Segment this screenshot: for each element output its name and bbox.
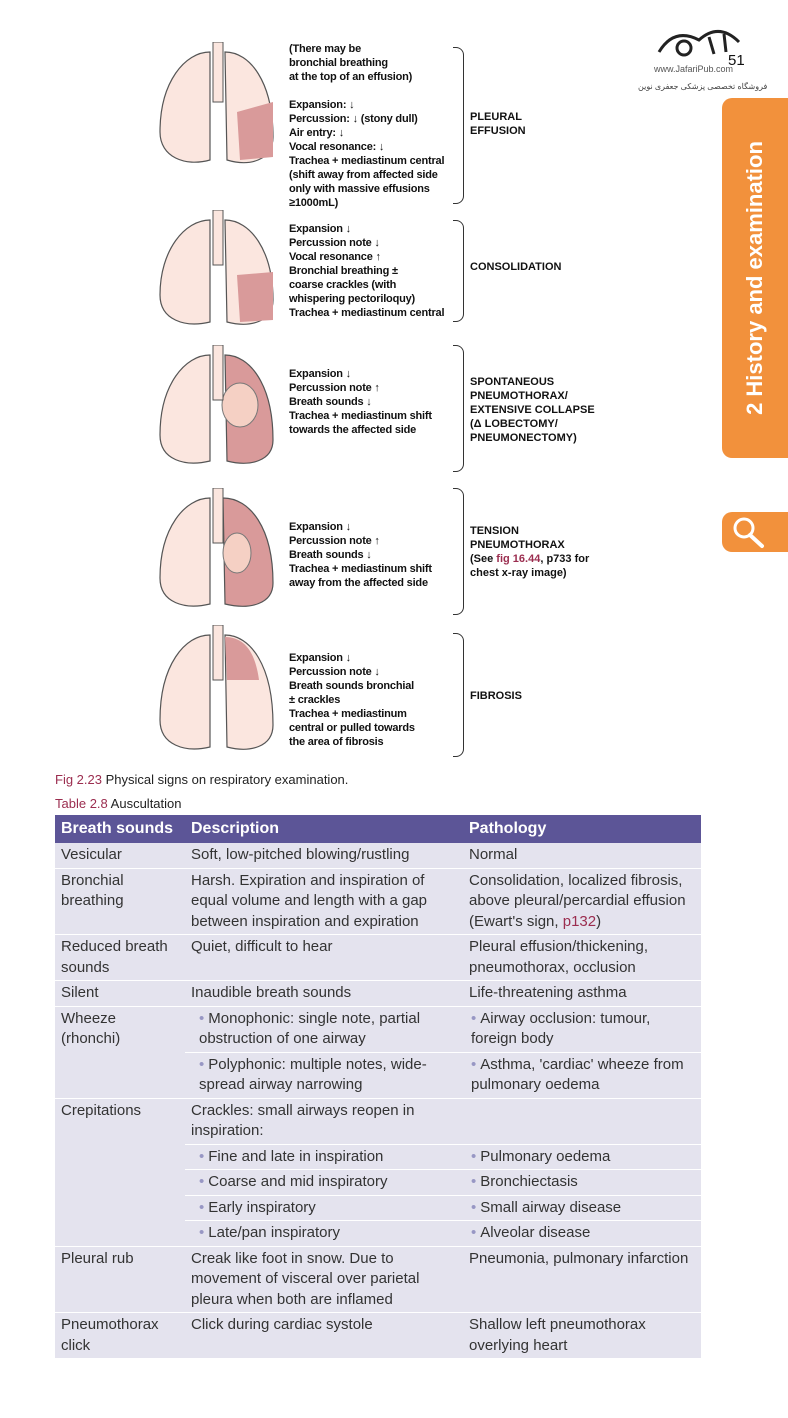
page-reference-link[interactable]: p132 xyxy=(562,912,597,930)
cell-text: Monophonic: single note, partial obstruction of one airway xyxy=(199,1009,421,1047)
cell xyxy=(185,1144,463,1170)
table-label: Table 2.8 xyxy=(55,796,108,811)
bracket xyxy=(453,488,464,615)
bullet-icon: • xyxy=(199,1009,205,1027)
cell: Pleural effusion/thickening, pneumothorax, occlusion xyxy=(463,935,701,981)
bullet-icon: • xyxy=(471,1173,477,1190)
cell: Crepitations xyxy=(55,1098,185,1246)
cell-text: Consolidation, localized fibrosis, above pleural/percardial effusion (Ewart's sign, xyxy=(469,871,686,930)
bullet-icon: • xyxy=(199,1224,205,1241)
cell: Crackles: small airways reopen in inspiration: xyxy=(185,1098,463,1144)
chapter-tab xyxy=(722,98,788,458)
figure-row-pneumothorax xyxy=(155,345,715,475)
figure-reference-link[interactable]: fig 16.44 xyxy=(496,553,541,565)
cell-text: Small airway disease xyxy=(480,1198,622,1216)
cell-text: Late/pan inspiratory xyxy=(208,1224,341,1241)
figure-caption-text: Physical signs on respiratory examination. xyxy=(105,772,349,787)
figure-label: Fig 2.23 xyxy=(55,772,102,787)
table-row xyxy=(55,1098,701,1144)
table-caption xyxy=(55,796,182,811)
signs-text: (There may be bronchial breathing at the top of an effusion) Expansion: ↓ Percussion: ↓ (stony dull) Air entry: ↓ Vocal resonance: ↓ Trachea + mediastinum central (shift away from affected side only with massive effusions ≥1000mL) xyxy=(289,43,445,209)
bracket xyxy=(453,47,464,204)
auscultation-table xyxy=(55,815,701,1359)
bullet-icon: • xyxy=(471,1198,477,1216)
cell-text: Asthma, 'cardiac' wheeze from pulmonary oedema xyxy=(471,1055,684,1093)
cell xyxy=(463,1006,701,1052)
signs-text: Expansion ↓ Percussion note ↑ Breath sounds ↓ Trachea + mediastinum shift towards the affected side xyxy=(289,368,432,436)
cell: Soft, low-pitched blowing/rustling xyxy=(185,843,463,868)
cell-text: Pulmonary oedema xyxy=(480,1147,611,1165)
bracket xyxy=(453,633,464,757)
cell-text: Alveolar disease xyxy=(480,1224,591,1241)
condition-label xyxy=(470,524,589,580)
logo-url: www.JafariPub.com xyxy=(654,64,734,74)
cell xyxy=(463,1195,701,1221)
cell xyxy=(463,1098,701,1144)
cell-text: Early inspiratory xyxy=(208,1198,316,1216)
cell: Inaudible breath sounds xyxy=(185,981,463,1007)
header-pathology: Pathology xyxy=(463,815,701,843)
table-header xyxy=(55,815,701,843)
figure-row-tension-pneumothorax xyxy=(155,488,715,618)
page-number: 51 xyxy=(728,52,745,69)
cell: Harsh. Expiration and inspiration of equal volume and length with a gap between inspiration and expiration xyxy=(185,868,463,935)
lung-diagram xyxy=(155,488,280,613)
search-tab xyxy=(722,512,788,552)
cell xyxy=(463,1170,701,1196)
header-breath-sounds: Breath sounds xyxy=(55,815,185,843)
table-title: Auscultation xyxy=(110,796,182,811)
table-row xyxy=(55,843,701,868)
table-row xyxy=(55,1313,701,1359)
cell xyxy=(463,868,701,935)
cell: Bronchial breathing xyxy=(55,868,185,935)
condition-text: TENSION PNEUMOTHORAX (See xyxy=(470,525,565,565)
cell-text: Airway occlusion: tumour, foreign body xyxy=(471,1009,651,1047)
bullet-icon: • xyxy=(471,1009,477,1027)
figure-row-consolidation xyxy=(155,210,715,330)
bullet-icon: • xyxy=(199,1173,205,1190)
cell: Vesicular xyxy=(55,843,185,868)
condition-label: FIBROSIS xyxy=(470,690,522,702)
magnifier-icon xyxy=(730,515,770,549)
figure-row-fibrosis xyxy=(155,625,715,760)
condition-label: SPONTANEOUS PNEUMOTHORAX/ EXTENSIVE COLLAPSE (Δ LOBECTOMY/ PNEUMONECTOMY) xyxy=(470,376,595,444)
cell xyxy=(185,1052,463,1098)
bracket xyxy=(453,220,464,322)
bullet-icon: • xyxy=(199,1198,205,1216)
signs-text: Expansion ↓ Percussion note ↑ Breath sounds ↓ Trachea + mediastinum shift away from the affected side xyxy=(289,521,432,589)
cell: Life-threatening asthma xyxy=(463,981,701,1007)
cell: Normal xyxy=(463,843,701,868)
cell: Silent xyxy=(55,981,185,1007)
cell: Creak like foot in snow. Due to movement of visceral over parietal pleura when both are inflamed xyxy=(185,1246,463,1313)
cell xyxy=(463,1052,701,1098)
header-description: Description xyxy=(185,815,463,843)
cell: Click during cardiac systole xyxy=(185,1313,463,1359)
cell: Shallow left pneumothorax overlying heart xyxy=(463,1313,701,1359)
lung-diagram xyxy=(155,42,280,172)
chapter-tab-label: 2 History and examination xyxy=(742,141,767,415)
cell: Wheeze (rhonchi) xyxy=(55,1006,185,1098)
bullet-icon: • xyxy=(199,1055,205,1073)
condition-label: CONSOLIDATION xyxy=(470,261,562,273)
lung-diagram xyxy=(155,210,280,330)
table-row xyxy=(55,868,701,935)
bullet-icon: • xyxy=(471,1055,477,1073)
cell: Pleural rub xyxy=(55,1246,185,1313)
cell: Reduced breath sounds xyxy=(55,935,185,981)
cell xyxy=(463,1221,701,1247)
table-row xyxy=(55,1006,701,1052)
cell xyxy=(185,1221,463,1247)
condition-text-2: , p733 for chest x-ray image) xyxy=(470,553,590,579)
logo-persian-text: فروشگاه تخصصی پزشکی جعفری نوین xyxy=(638,82,768,91)
cell: Quiet, difficult to hear xyxy=(185,935,463,981)
bullet-icon: • xyxy=(471,1147,477,1165)
cell xyxy=(185,1195,463,1221)
cell xyxy=(463,1144,701,1170)
table-row xyxy=(55,1246,701,1313)
lung-diagram xyxy=(155,345,280,470)
cell: Pneumothorax click xyxy=(55,1313,185,1359)
table-row xyxy=(55,935,701,981)
bracket xyxy=(453,345,464,472)
table-row xyxy=(55,981,701,1007)
bullet-icon: • xyxy=(199,1147,205,1165)
cell xyxy=(185,1170,463,1196)
figure-row-pleural-effusion xyxy=(155,42,715,210)
signs-text: Expansion ↓ Percussion note ↓ Breath sounds bronchial ± crackles Trachea + mediastinum central or pulled towards the area of fibrosis xyxy=(289,652,415,748)
cell-text: Coarse and mid inspiratory xyxy=(208,1173,388,1190)
lung-diagram xyxy=(155,625,280,755)
condition-label: PLEURAL EFFUSION xyxy=(470,111,526,137)
cell-text: Bronchiectasis xyxy=(480,1173,578,1190)
cell-text: Fine and late in inspiration xyxy=(208,1147,384,1165)
figure-caption xyxy=(55,772,348,787)
cell: Pneumonia, pulmonary infarction xyxy=(463,1246,701,1313)
cell xyxy=(185,1006,463,1052)
signs-text: Expansion ↓ Percussion note ↓ Vocal resonance ↑ Bronchial breathing ± coarse crackles (with whispering pectoriloquy) Trachea + mediastinum central xyxy=(289,223,445,319)
cell-text: Polyphonic: multiple notes, wide-spread airway narrowing xyxy=(199,1055,427,1093)
bullet-icon: • xyxy=(471,1224,477,1241)
cell-text-end: ) xyxy=(596,912,602,930)
